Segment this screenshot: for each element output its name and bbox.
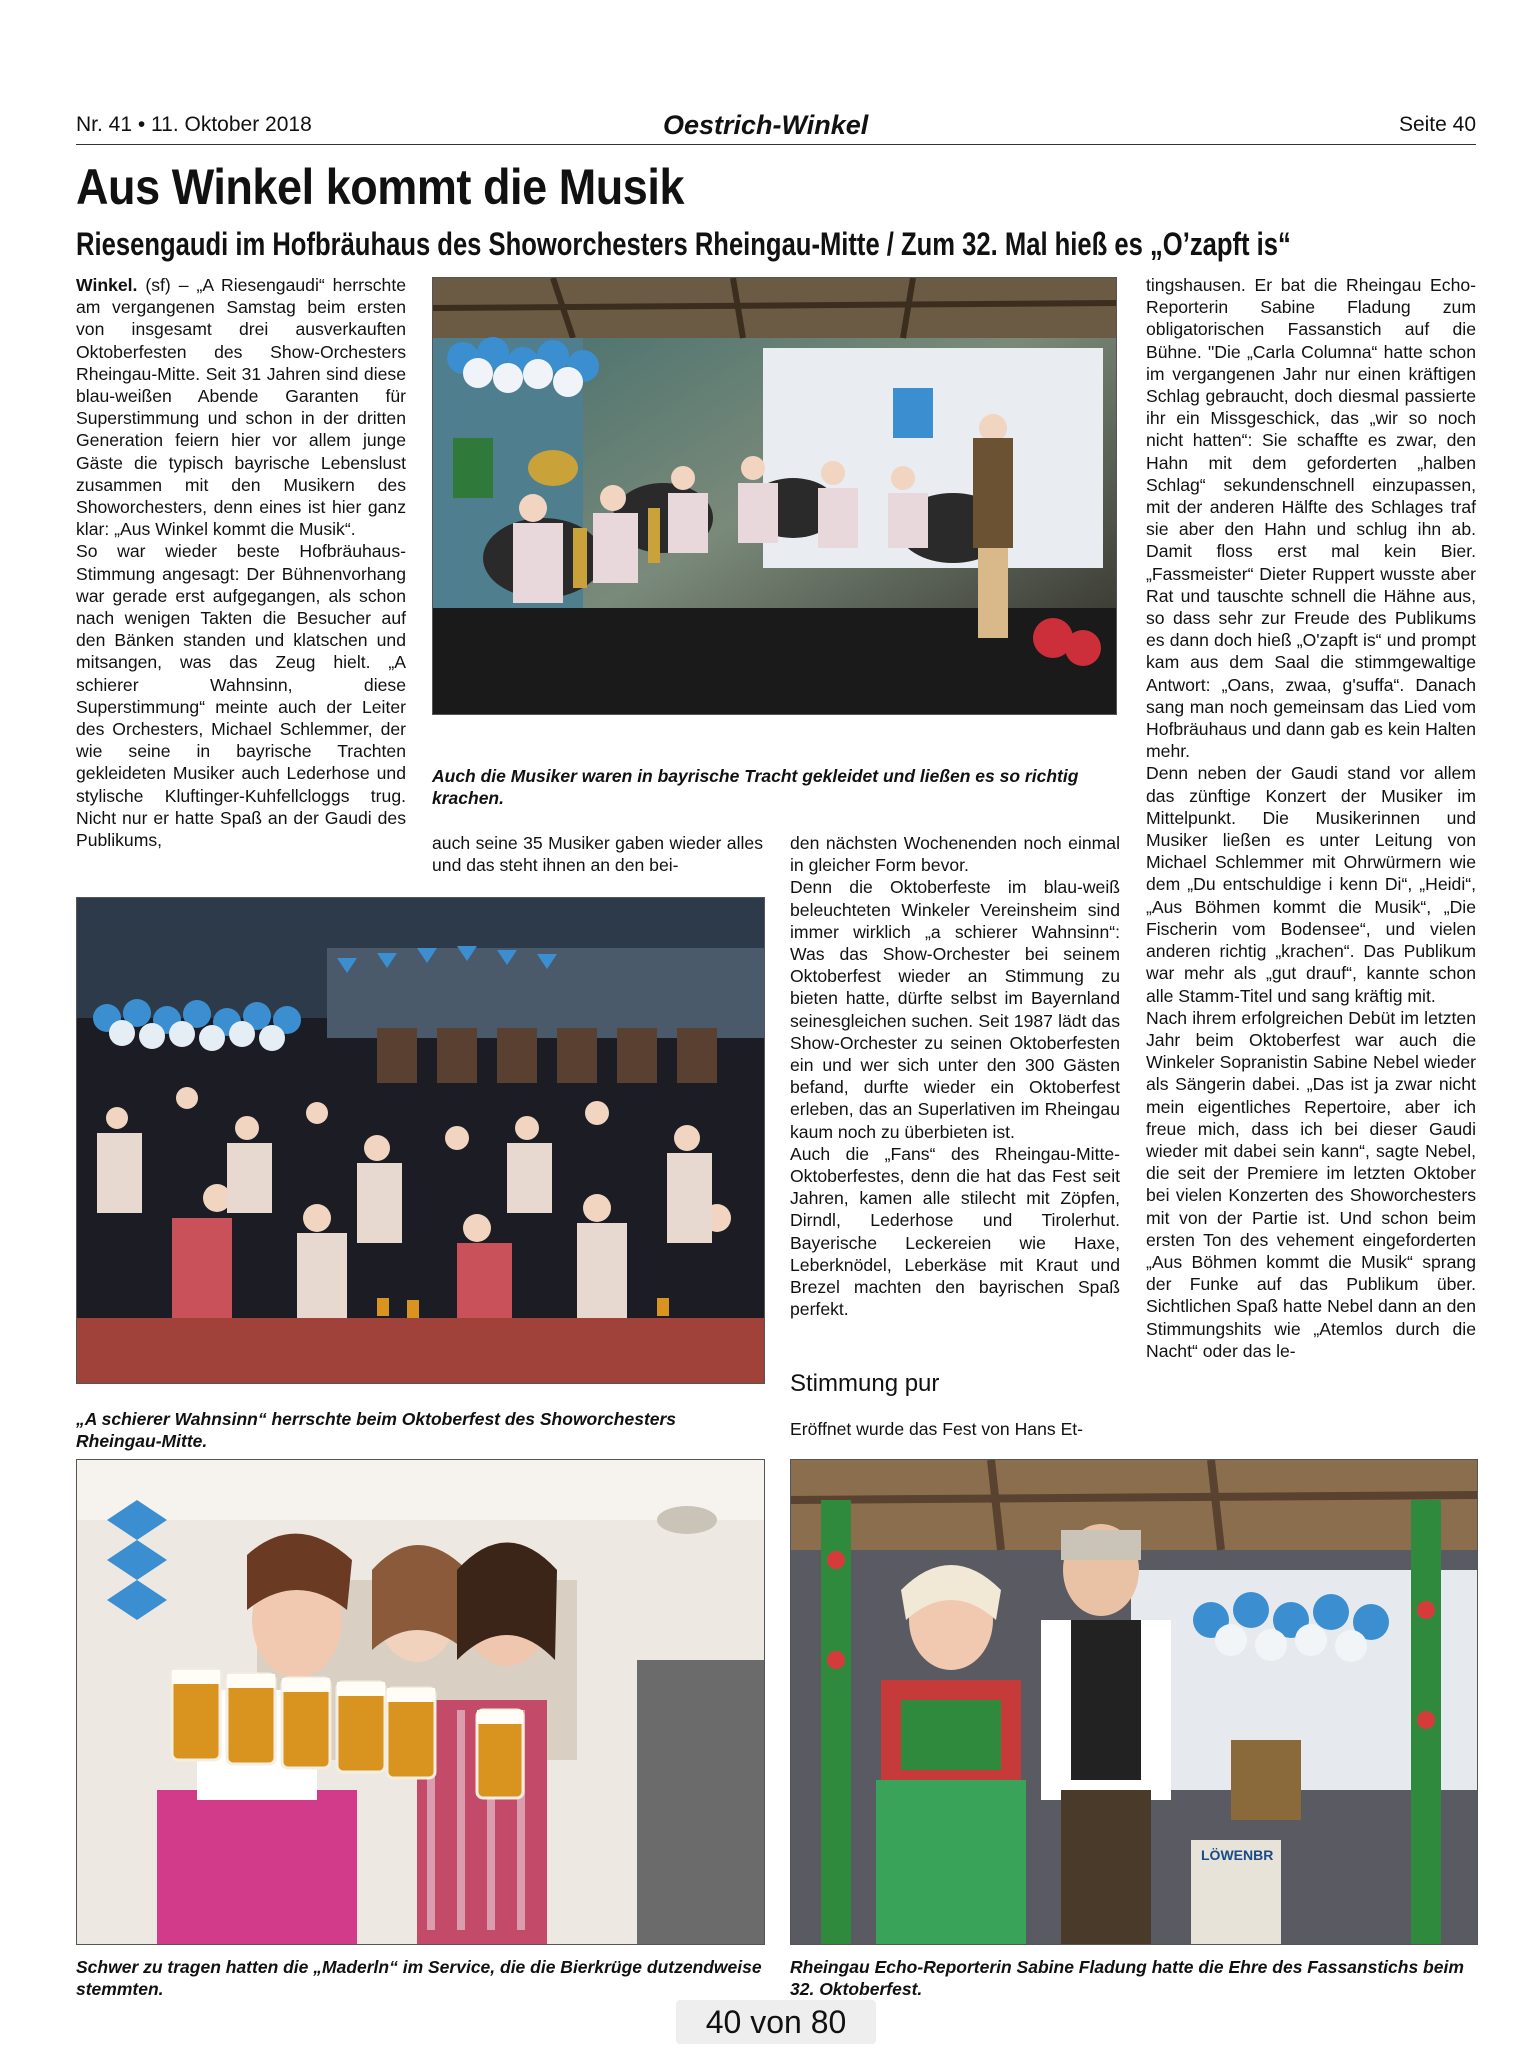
reporter-image bbox=[791, 1460, 1477, 1944]
issue-date: Nr. 41 • 11. Oktober 2018 bbox=[76, 113, 312, 136]
header-rule bbox=[76, 144, 1476, 145]
photo-orchestra bbox=[432, 277, 1117, 715]
page-number: Seite 40 bbox=[1398, 113, 1476, 136]
photo-waitresses bbox=[76, 1459, 765, 1945]
caption-photo-crowd: „A schierer Wahnsinn“ herrschte beim Oktoberfest des Showorchesters Rheingau-Mitte. bbox=[76, 1409, 677, 1451]
photo-crowd bbox=[76, 897, 765, 1384]
paragraph: auch seine 35 Musiker gaben wieder alles und das steht ihnen an den bei- bbox=[432, 833, 763, 876]
paragraph: Auch die „Fans“ des Rheingau-Mitte-Oktoberfestes, denn die hat das Fest seit Jahren, kamen alle stilecht mit Zöpfen, Dirndl, Lederhose und Tirolerhut. Bayerische Leckereien wie Haxe, Leberknödel, Leberkäse mit Kraut und Brezel machten den bayrischen Spaß perfekt. bbox=[790, 1143, 1120, 1320]
crowd-image bbox=[77, 898, 764, 1383]
article-subtitle: Riesengaudi im Hofbräuhaus des Showorchesters Rheingau-Mitte / Zum 32. Mal hieß es „O’zapft is“ bbox=[76, 226, 1291, 262]
paragraph bbox=[76, 274, 406, 540]
article-column-4 bbox=[1146, 274, 1476, 1362]
page-counter: 40 von 80 bbox=[676, 2000, 876, 2044]
paragraph: Nach ihrem erfolgreichen Debüt im letzten Jahr beim Oktoberfest war auch die Winkeler Sopranistin Sabine Nebel wieder als Sängerin dabei. „Das ist ja zwar nicht mein eigentliches Repertoire, aber ich freue mich, dass ich bei dieser Gaudi wieder mit dabei sein kann“, sagte Nebel, die seit der Premiere im letzten Oktober bei vielen Konzerten des Showorchesters mit von der Partie ist. Und schon beim ersten Ton des vehement eingeforderten „Aus Böhmen kommt die Musik“ sprang der Funke auf das Publikum über. Sichtlichen Spaß hatte Nebel dann an den Stimmungshits wie „Atemlos durch die Nacht“ oder das le- bbox=[1146, 1007, 1476, 1361]
caption-photo-waitresses: Schwer zu tragen hatten die „Maderln“ im Service, die die Bierkrüge dutzendweise stemmten. bbox=[76, 1957, 762, 1999]
dateline: Winkel. bbox=[76, 275, 138, 295]
article-column-3-continued bbox=[790, 1418, 1120, 1440]
article-column-2 bbox=[432, 832, 763, 876]
paragraph: den nächsten Wochenenden noch einmal in gleicher Form bevor. bbox=[790, 833, 1120, 876]
article-column-1 bbox=[76, 274, 406, 851]
paragraph: So war wieder beste Hofbräuhaus-Stimmung angesagt: Der Bühnenvorhang war gerade erst aufgegangen, als schon nach wenigen Takten die Besucher auf den Bänken standen und klatschen und mitsangen, was das Zeug hielt. „A schierer Wahnsinn, diese Superstimmung“ meinte auch der Leiter des Orchesters, Michael Schlemmer, der wie seine in bayrische Trachten gekleideten Musiker auch Lederhose und stylische Kluftinger-Kuhfellcloggs trug. Nicht nur er hatte Spaß an der Gaudi des Publikums, bbox=[76, 541, 406, 851]
paragraph: tingshausen. Er bat die Rheingau Echo-Reporterin Sabine Fladung zum obligatorischen Fassanstich auf die Bühne. "Die „Carla Columna“ hatte schon im vergangenen Jahr nur einen kräftigen Schlag gebraucht, doch diesmal passierte ihr ein Missgeschick, das „wir so noch nicht hatten“: Sie schaffte es zwar, den Hahn mit dem geforderten „halben Schlag“ sekundenschnell einzupassen, mit der anderen Hälfte des Schlages traf sie aber den Hahn und schlug ihn ab. Damit floss erst mal kein Bier. „Fassmeister“ Dieter Ruppert wusste aber Rat und tauschte schnell die Hähne aus, so dass sehr zur Freude des Publikums es dann doch hieß „O'zapft is“ und prompt kam aus dem Saal die stimmgewaltige Antwort: „Oans, zwaa, g'suffa“. Danach sang man noch gemeinsam das Lied vom Hofbräuhaus und dann gab es kein Halten mehr. bbox=[1146, 275, 1476, 762]
paragraph-text: (sf) – „A Riesengaudi“ herrschte am vergangenen Samstag beim ersten von insgesamt drei ausverkauften Oktoberfesten des Show-Orchesters Rheingau-Mitte. Seit 31 Jahren sind diese blau-weißen Abende Garanten für Superstimmung und schon in der dritten Generation feiern hier vor allem junge Gäste die typisch bayrische Lebenslust zusammen mit den Musikern des Showorchesters, denn eines ist hier ganz klar: „Aus Winkel kommt die Musik“. bbox=[76, 275, 406, 540]
article-title: Aus Winkel kommt die Musik bbox=[76, 159, 685, 215]
orchestra-image bbox=[433, 278, 1116, 714]
caption-photo-reporter: Rheingau Echo-Reporterin Sabine Fladung hatte die Ehre des Fassanstichs beim 32. Oktoberfest. bbox=[790, 1957, 1464, 1999]
section-title: Oestrich-Winkel bbox=[663, 110, 869, 140]
paragraph: Eröffnet wurde das Fest von Hans Et- bbox=[790, 1419, 1084, 1439]
sign-text: LÖWENBR bbox=[1201, 1847, 1274, 1863]
caption-photo-orchestra: Auch die Musiker waren in bayrische Tracht gekleidet und ließen es so richtig krachen. bbox=[432, 766, 1079, 808]
paragraph: Denn neben der Gaudi stand vor allem das zünftige Konzert der Musiker im Mittelpunkt. Die Musikerinnen und Musiker ließen es unter Leitung von Michael Schlemmer mit Ohrwürmern wie dem „Du entschuldige i kenn Di“, „Heidi“, „Aus Böhmen kommt die Musik“, „Die Fischerin vom Bodensee“, und vielen anderen richtig „krachen“. Das Publikum war mehr als „gut drauf“, kannte schon alle Stamm-Titel und sang kräftig mit. bbox=[1146, 763, 1476, 1006]
article-column-3 bbox=[790, 832, 1120, 1320]
waitresses-image bbox=[77, 1460, 764, 1944]
paragraph: Denn die Oktoberfeste im blau-weiß beleuchteten Winkeler Vereinsheim sind immer wirklich „a schierer Wahnsinn“: Was das Show-Orchester bei seinem Oktoberfest wieder an Stimmung zu bieten hatte, dürfte selbst im Bayernland seinesgleichen suchen. Seit 1987 lädt das Show-Orchester zu seinen Oktoberfesten ein und wer sich unter den 300 Gästen befand, durfte wieder ein Oktoberfest erleben, das an Superlativen im Rheingau kaum noch zu überbieten ist. bbox=[790, 877, 1120, 1142]
photo-reporter bbox=[790, 1459, 1478, 1945]
subheading: Stimmung pur bbox=[790, 1370, 940, 1397]
